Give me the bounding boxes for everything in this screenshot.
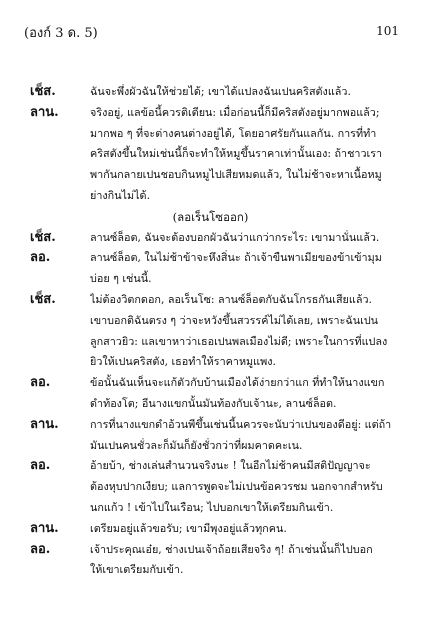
dialogue-line [0,352,421,373]
dialogue-line [0,498,421,519]
dialogue-text: ต้องหุบปากเงียบ; แลการพูดจะไม่เปนข้อควรชม นอกจากสำหรับ [90,480,383,494]
dialogue-text: มากพอ ๆ ที่จะต่างคนต่างอยู่ได้, โดยอาศรัยกันแลกัน. การที่ทำ [90,126,377,140]
dialogue-text: เตรียมอยู่แล้วขอรับ; เขามีพุงอยู่แล้วทุกคน. [90,521,287,535]
dialogue-text: ย่างกินไม่ได้. [90,188,150,202]
dialogue-text: เขาบอกติฉันตรง ๆ ว่าจะหวังขึ้นสวรรค์ไม่ได้เลย, เพราะฉันเปน [90,313,379,327]
dialogue-text: ไม่ต้องวิตกดอก, ลอเร็นโซ: ลานซ์ล็อตกับฉันโกรธกันเสียแล้ว. [90,292,372,306]
dialogue-line [0,186,421,207]
stage-direction: (ลอเร็นโซออก) [172,209,249,224]
speaker-label: ลาน. [30,104,59,120]
dialogue-line [0,477,421,498]
dialogue-text: ดำท้องโต; อีนางแขกนั้นมันท้องกับเจ้านะ, ลานซ์ล็อต. [90,396,337,410]
speaker-label: ลอ. [30,541,51,557]
dialogue-line [0,248,421,269]
dialogue-line [0,290,421,311]
stage-direction-line [0,207,421,228]
dialogue-text: มันเปนคนชั่วละก็มันก็ยังชั่วกว่าที่ผมคาดคะเน. [90,438,303,452]
speaker-label: ลอ. [30,375,51,391]
page-number: 101 [376,24,399,38]
dialogue-text: ลานซ์ล็อต, ฉันจะต้องบอกผัวฉันว่าแกว่ากระไร: เขามานั่นแล้ว. [90,230,380,244]
speaker-label: เช็ส. [30,291,56,307]
dialogue-line [0,124,421,145]
speaker-label: ลอ. [30,458,51,474]
speaker-label: ลาน. [30,520,59,536]
dialogue-line [0,144,421,165]
dialogue-text: ลูกสาวยิว: แลเขาหาว่าเธอเปนพลเมืองไม่ดี; เพราะในการที่แปลง [90,334,388,348]
speaker-label: เช็ส. [30,229,56,245]
speaker-label: ลาน. [30,416,59,432]
dialogue-line [0,103,421,124]
dialogue-line [0,415,421,436]
dialogue-line [0,311,421,332]
act-scene-header: (องก์ 3 ด. 5) [24,26,98,41]
dialogue-text: จริงอยู่, แลข้อนี้ควรติเตียน: เมื่อก่อนนี้ก็มีคริสตังอยู่มากพอแล้ว; [90,105,380,119]
dialogue-text: เจ้าประคุณเอ๋ย, ช่างเปนเจ้าถ้อยเสียจริง ๆ! ถ้าเช่นนั้นก็ไปบอก [90,542,373,556]
dialogue-text: บ่อย ๆ เช่นนี้. [90,272,152,286]
dialogue-text: คริสตังขึ้นใหม่เช่นนี้ก็จะทำให้หมูขึ้นราคาเท่านั้นเอง: ถ้าชาวเรา [90,147,383,161]
speaker-label: เช็ส. [30,84,56,99]
dialogue-line [0,228,421,249]
dialogue-line [0,519,421,540]
dialogue-line [0,394,421,415]
dialogue-line [0,456,421,477]
dialogue-line [0,269,421,290]
dialogue-text: การที่นางแขกดำอ้วนพีขึ้นเช่นนี้นควรจะนับว่าเปนของดีอยู่: แต่ถ้า [90,417,392,431]
dialogue-text: ยิวให้เปนคริสตัง, เธอทำให้ราคาหมูแพง. [90,355,276,369]
dialogue-line [0,332,421,353]
dialogue-text: พากันกลายเปนชอบกินหมูไปเสียหมดแล้ว, ในไม่ช้าจะหาเนื้อหมู [90,168,382,182]
dialogue-text: ข้อนั้นฉันเห็นจะแก้ตัวกับบ้านเมืองได้ง่ายกว่าแก ที่ทำให้นางแขก [90,376,385,390]
dialogue-line [0,82,421,103]
dialogue-line [0,540,421,561]
dialogue-text: นกแก้ว ! เข้าไปในเรือน; ไปบอกเขาให้เตรียมกินเข้า. [90,500,334,514]
speaker-label: ลอ. [30,250,51,266]
dialogue-text: อ้ายบ้า, ช่างเล่นสำนวนจริงนะ ! ในอีกไม่ช้าคนมีสติปัญญาจะ [90,459,371,473]
dialogue-line [0,436,421,457]
dialogue-line [0,165,421,186]
dialogue-line [0,373,421,394]
dialogue-body [0,82,421,581]
dialogue-text: ลานซ์ล็อต, ในไม่ช้าข้าจะหึงสิ่นะ ถ้าเจ้าขืนพาเมียของข้าเข้ามุม [90,251,382,265]
dialogue-text: ให้เขาเตรียมกับเข้า. [90,563,184,577]
dialogue-text: ฉันจะพึ่งผัวฉันให้ช่วยได้; เขาได้แปลงฉันเปนคริสตังแล้ว. [90,85,351,98]
dialogue-line [0,560,421,581]
